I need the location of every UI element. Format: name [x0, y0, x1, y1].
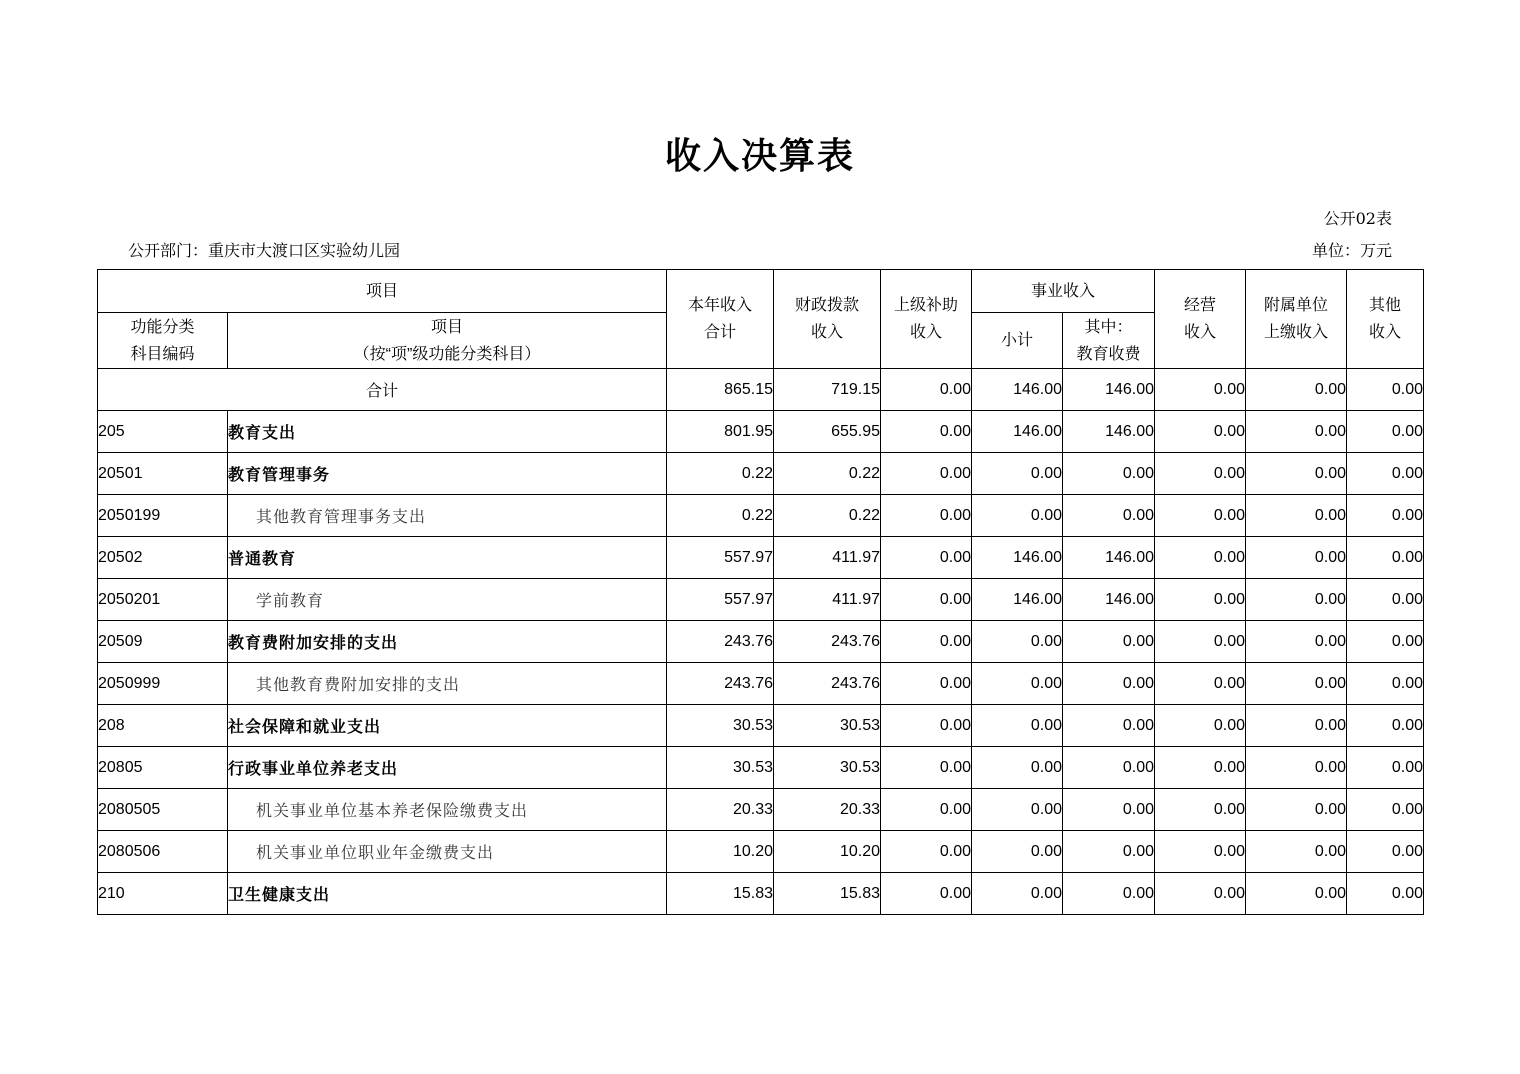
amount-cell: 10.20: [667, 831, 774, 873]
amount-cell: 30.53: [667, 747, 774, 789]
amount-cell: 0.00: [1347, 621, 1424, 663]
header-superior-subsidy: 上级补助 收入: [881, 270, 972, 369]
item-name-cell: 学前教育: [228, 579, 667, 621]
amount-cell: 0.00: [972, 873, 1063, 915]
item-name-cell: 社会保障和就业支出: [228, 705, 667, 747]
header-fiscal-income: 财政拨款 收入: [774, 270, 881, 369]
amount-cell: 0.00: [972, 495, 1063, 537]
amount-cell: 30.53: [667, 705, 774, 747]
amount-cell: 0.00: [1246, 705, 1347, 747]
amount-cell: 10.20: [774, 831, 881, 873]
amount-cell: 146.00: [972, 579, 1063, 621]
amount-cell: 0.00: [1155, 663, 1246, 705]
amount-cell: 243.76: [774, 621, 881, 663]
department-label: 公开部门：重庆市大渡口区实验幼儿园: [128, 241, 401, 260]
amount-cell: 0.00: [1155, 579, 1246, 621]
amount-cell: 0.00: [881, 789, 972, 831]
total-cell: 0.00: [1155, 369, 1246, 411]
amount-cell: 146.00: [1063, 411, 1155, 453]
item-name-cell: 机关事业单位职业年金缴费支出: [228, 831, 667, 873]
header-func-code: 功能分类 科目编码: [98, 313, 228, 369]
amount-cell: 30.53: [774, 705, 881, 747]
amount-cell: 0.00: [1347, 789, 1424, 831]
amount-cell: 0.00: [1347, 411, 1424, 453]
amount-cell: 0.00: [881, 663, 972, 705]
amount-cell: 0.00: [1063, 789, 1155, 831]
amount-cell: 0.00: [972, 789, 1063, 831]
form-number: 公开02表: [1323, 209, 1392, 228]
header-business-income: 事业收入: [972, 270, 1155, 313]
amount-cell: 0.00: [881, 579, 972, 621]
header-other-income: 其他 收入: [1347, 270, 1424, 369]
amount-cell: 655.95: [774, 411, 881, 453]
amount-cell: 0.00: [1155, 705, 1246, 747]
header-total-income: 本年收入 合计: [667, 270, 774, 369]
total-cell: 0.00: [1347, 369, 1424, 411]
total-cell: 0.00: [1246, 369, 1347, 411]
table-row: [98, 537, 1424, 579]
total-cell: 146.00: [1063, 369, 1155, 411]
table-row: [98, 411, 1424, 453]
table-row: [98, 495, 1424, 537]
amount-cell: 0.00: [1347, 705, 1424, 747]
func-code-cell: 2050201: [98, 579, 228, 621]
amount-cell: 0.22: [667, 453, 774, 495]
amount-cell: 0.00: [972, 747, 1063, 789]
amount-cell: 0.00: [1246, 411, 1347, 453]
func-code-cell: 20509: [98, 621, 228, 663]
amount-cell: 0.00: [1063, 453, 1155, 495]
func-code-cell: 2080506: [98, 831, 228, 873]
income-table: [97, 269, 1424, 915]
amount-cell: 0.00: [1063, 747, 1155, 789]
func-code-cell: 20805: [98, 747, 228, 789]
amount-cell: 0.00: [972, 663, 1063, 705]
amount-cell: 30.53: [774, 747, 881, 789]
amount-cell: 15.83: [774, 873, 881, 915]
table-row: [98, 873, 1424, 915]
amount-cell: 20.33: [774, 789, 881, 831]
amount-cell: 0.00: [1063, 831, 1155, 873]
amount-cell: 0.00: [1063, 705, 1155, 747]
amount-cell: 0.00: [1155, 831, 1246, 873]
amount-cell: 0.00: [881, 705, 972, 747]
item-name-cell: 教育支出: [228, 411, 667, 453]
amount-cell: 0.00: [1347, 747, 1424, 789]
amount-cell: 0.00: [1347, 831, 1424, 873]
amount-cell: 411.97: [774, 579, 881, 621]
table-row: [98, 747, 1424, 789]
header-operating-income: 经营 收入: [1155, 270, 1246, 369]
amount-cell: 0.00: [1063, 621, 1155, 663]
item-name-cell: 卫生健康支出: [228, 873, 667, 915]
amount-cell: 0.00: [972, 453, 1063, 495]
header-item-name: 项目 （按“项”级功能分类科目）: [228, 313, 667, 369]
amount-cell: 0.00: [1246, 453, 1347, 495]
func-code-cell: 2080505: [98, 789, 228, 831]
item-name-cell: 其他教育费附加安排的支出: [228, 663, 667, 705]
func-code-cell: 2050199: [98, 495, 228, 537]
amount-cell: 243.76: [774, 663, 881, 705]
amount-cell: 0.00: [972, 831, 1063, 873]
amount-cell: 0.00: [1246, 831, 1347, 873]
amount-cell: 0.00: [881, 411, 972, 453]
amount-cell: 0.00: [1063, 873, 1155, 915]
func-code-cell: 2050999: [98, 663, 228, 705]
amount-cell: 0.22: [774, 453, 881, 495]
amount-cell: 0.00: [1347, 579, 1424, 621]
amount-cell: 0.00: [881, 873, 972, 915]
amount-cell: 0.00: [1246, 537, 1347, 579]
amount-cell: 0.00: [881, 537, 972, 579]
amount-cell: 243.76: [667, 621, 774, 663]
table-row: [98, 579, 1424, 621]
amount-cell: 0.00: [1347, 663, 1424, 705]
amount-cell: 0.00: [881, 495, 972, 537]
amount-cell: 0.00: [1155, 537, 1246, 579]
amount-cell: 0.00: [1246, 621, 1347, 663]
amount-cell: 0.00: [1246, 495, 1347, 537]
total-cell: 719.15: [774, 369, 881, 411]
total-label: 合计: [98, 369, 667, 411]
item-name-cell: 行政事业单位养老支出: [228, 747, 667, 789]
header-edu-fee: 其中： 教育收费: [1063, 313, 1155, 369]
amount-cell: 801.95: [667, 411, 774, 453]
amount-cell: 0.22: [774, 495, 881, 537]
amount-cell: 411.97: [774, 537, 881, 579]
amount-cell: 0.00: [1246, 579, 1347, 621]
total-cell: 865.15: [667, 369, 774, 411]
amount-cell: 0.00: [1246, 873, 1347, 915]
amount-cell: 0.00: [881, 747, 972, 789]
func-code-cell: 208: [98, 705, 228, 747]
amount-cell: 0.00: [1246, 747, 1347, 789]
table-row: [98, 831, 1424, 873]
amount-cell: 0.00: [881, 621, 972, 663]
table-row: [98, 453, 1424, 495]
amount-cell: 0.00: [881, 453, 972, 495]
amount-cell: 0.00: [1155, 495, 1246, 537]
item-name-cell: 普通教育: [228, 537, 667, 579]
page-title: 收入决算表: [664, 136, 855, 177]
amount-cell: 146.00: [972, 411, 1063, 453]
func-code-cell: 20502: [98, 537, 228, 579]
amount-cell: 0.00: [1155, 453, 1246, 495]
amount-cell: 0.22: [667, 495, 774, 537]
amount-cell: 0.00: [881, 831, 972, 873]
amount-cell: 557.97: [667, 537, 774, 579]
amount-cell: 0.00: [1347, 537, 1424, 579]
item-name-cell: 机关事业单位基本养老保险缴费支出: [228, 789, 667, 831]
amount-cell: 0.00: [1347, 873, 1424, 915]
amount-cell: 0.00: [1347, 495, 1424, 537]
func-code-cell: 205: [98, 411, 228, 453]
amount-cell: 0.00: [1155, 747, 1246, 789]
unit-label: 单位：万元: [1311, 241, 1392, 260]
item-name-cell: 教育费附加安排的支出: [228, 621, 667, 663]
item-name-cell: 教育管理事务: [228, 453, 667, 495]
table-row: [98, 663, 1424, 705]
header-item-group: 项目: [98, 270, 667, 313]
table-row: [98, 789, 1424, 831]
amount-cell: 15.83: [667, 873, 774, 915]
amount-cell: 20.33: [667, 789, 774, 831]
table-body: [98, 369, 1424, 915]
item-name-cell: 其他教育管理事务支出: [228, 495, 667, 537]
header-subtotal: 小计: [972, 313, 1063, 369]
amount-cell: 0.00: [1155, 621, 1246, 663]
amount-cell: 0.00: [1155, 411, 1246, 453]
amount-cell: 146.00: [1063, 579, 1155, 621]
total-row: [98, 369, 1424, 411]
amount-cell: 0.00: [972, 621, 1063, 663]
func-code-cell: 210: [98, 873, 228, 915]
amount-cell: 146.00: [1063, 537, 1155, 579]
amount-cell: 0.00: [1246, 663, 1347, 705]
total-cell: 0.00: [881, 369, 972, 411]
amount-cell: 0.00: [1063, 663, 1155, 705]
amount-cell: 0.00: [1246, 789, 1347, 831]
total-cell: 146.00: [972, 369, 1063, 411]
amount-cell: 243.76: [667, 663, 774, 705]
amount-cell: 0.00: [1155, 873, 1246, 915]
amount-cell: 0.00: [1155, 789, 1246, 831]
amount-cell: 557.97: [667, 579, 774, 621]
amount-cell: 0.00: [1347, 453, 1424, 495]
amount-cell: 0.00: [972, 705, 1063, 747]
func-code-cell: 20501: [98, 453, 228, 495]
table-row: [98, 621, 1424, 663]
amount-cell: 146.00: [972, 537, 1063, 579]
amount-cell: 0.00: [1063, 495, 1155, 537]
table-row: [98, 705, 1424, 747]
header-affiliated-income: 附属单位 上缴收入: [1246, 270, 1347, 369]
